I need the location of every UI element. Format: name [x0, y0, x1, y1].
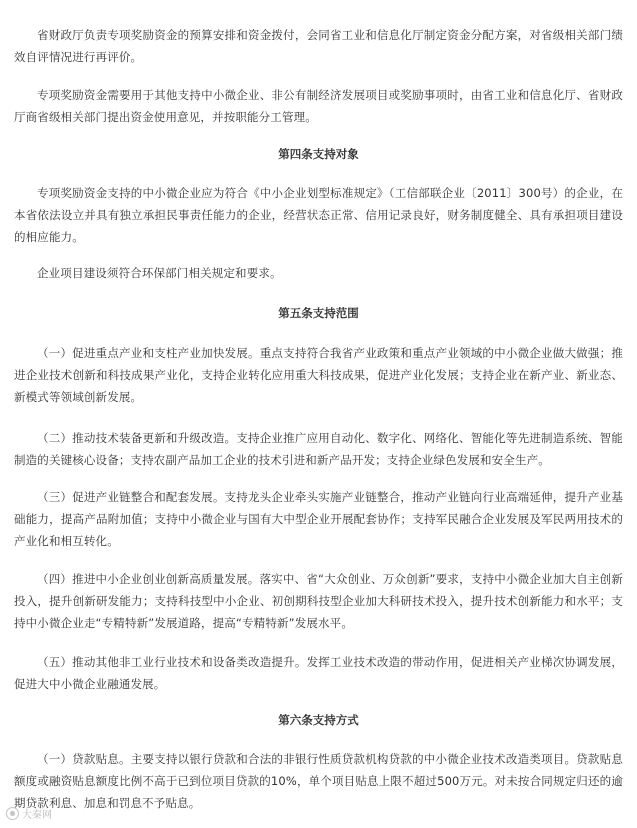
paragraph-finance-duty: 省财政厅负责专项奖励资金的预算安排和资金拨付，会同省工业和信息化厅制定资金分配方案，对省级相关部门绩效自评情况进行再评价。 — [14, 28, 623, 64]
paragraph-loan-subsidy: （一）贷款贴息。主要支持以银行贷款和合法的非银行性质贷款机构贷款的中小微企业技术改造类项目。贷款贴息额度或融资贴息额度比例不高于已到位项目贷款的10%，单个项目贴息上限不超过500万元。对未按合同规定归还的逾期贷款利息、加息和罚息不予贴息。 — [14, 752, 623, 810]
paragraph-fund-use: 专项奖励资金需要用于其他支持中小微企业、非公有制经济发展项目或奖励事项时，由省工业和信息化厅、省财政厅商省级相关部门提出资金使用意见，并按职能分工管理。 — [14, 88, 623, 124]
heading-article-4: 第四条支持对象 — [278, 147, 359, 161]
paragraph-support-target: 专项奖励资金支持的中小微企业应为符合《中小企业划型标准规定》（工信部联企业〔2011〕300号）的企业，在本省依法设立并具有独立承担民事责任能力的企业，经营状态正常、信用记录良好，财务制度健全、具有承担项目建设的相应能力。 — [14, 186, 623, 244]
paragraph-scope-1: （一）促进重点产业和支柱产业加快发展。重点支持符合我省产业政策和重点产业领域的中小微企业做大做强；推进企业技术创新和科技成果产业化，支持企业转化应用重大科技成果，促进产业化发展；支持企业在新产业、新业态、新模式等领域创新发展。 — [14, 346, 623, 404]
heading-article-5: 第五条支持范围 — [278, 306, 359, 320]
paragraph-scope-2: （二）推动技术装备更新和升级改造。支持企业推广应用自动化、数字化、网络化、智能化等先进制造系统、智能制造的关键核心设备；支持农副产品加工企业的技术引进和新产品开发；支持企业绿色发展和安全生产。 — [14, 431, 623, 467]
paragraph-scope-3: （三）促进产业链整合和配套发展。支持龙头企业牵头实施产业链整合，推动产业链向行业高端延伸，提升产业基础能力，提高产品附加值；支持中小微企业与国有大中型企业开展配套协作；支持军民融合企业发展及军民两用技术的产业化和相互转化。 — [14, 490, 623, 548]
paragraph-env-requirement: 企业项目建设须符合环保部门相关规定和要求。 — [37, 266, 282, 280]
paragraph-scope-5: （五）推动其他非工业行业技术和设备类改造提升。发挥工业技术改造的带动作用，促进相关产业梯次协调发展，促进大中小微企业融通发展。 — [14, 655, 623, 691]
watermark — [6, 806, 52, 821]
camera-icon — [6, 807, 19, 820]
watermark-text: 大秦网 — [22, 810, 52, 821]
paragraph-scope-4: （四）推进中小企业创业创新高质量发展。落实中、省“大众创业、万众创新”要求，支持中小微企业加大自主创新投入，提升创新研发能力；支持科技型中小企业、初创期科技型企业加大科研技术投入，提升技术创新能力和水平；支持中小微企业走“专精特新”发展道路，提高“专精特新”发展水平。 — [14, 572, 623, 630]
heading-article-6: 第六条支持方式 — [278, 713, 359, 727]
